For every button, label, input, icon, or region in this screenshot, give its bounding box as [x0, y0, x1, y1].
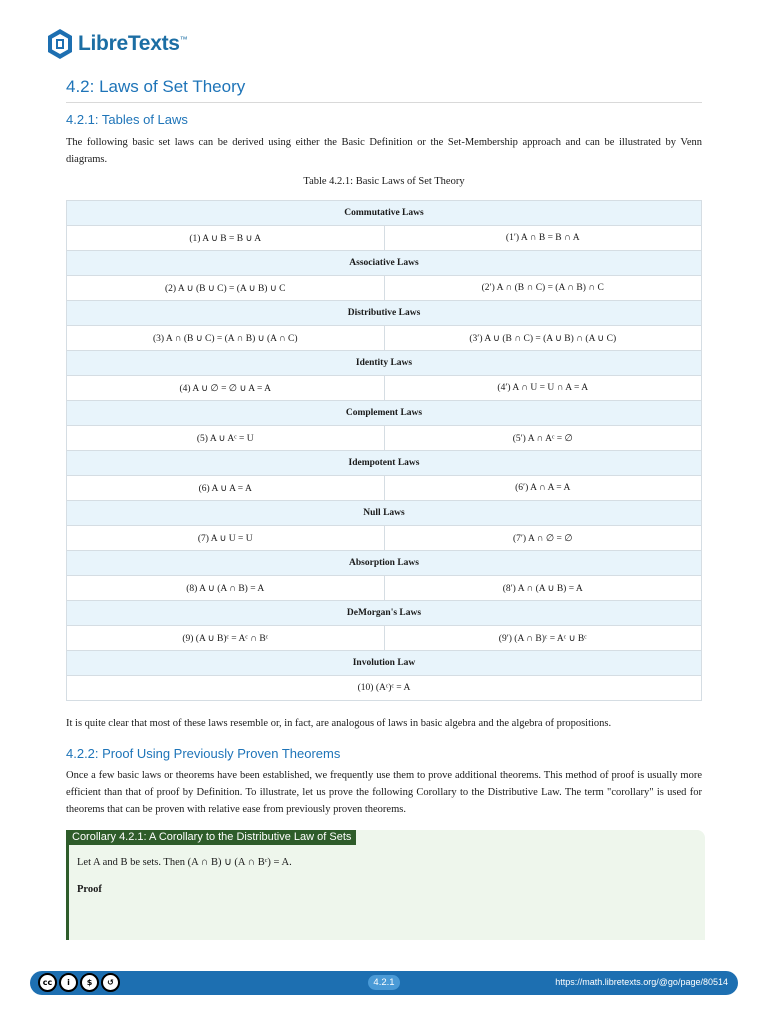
law-group-header — [67, 551, 702, 576]
proof-method-paragraph: Once a few basic laws or theorems have been established, we frequently use them to prove additional theorems. This method of proof is usually more efficient than that of proof by Definition. To illustrate, let us prove the following Corollary to the Distributive Law. The term "corollary" is used for theorems that can be proven with relative ease from previously proven theorems. — [66, 770, 702, 815]
law-group-header — [67, 501, 702, 526]
law-group-name: Commutative Laws — [67, 201, 702, 226]
corollary-statement: Let A and B be sets. Then (A ∩ B) ∪ (A ∩ Bᶜ) = A. — [77, 857, 292, 868]
law-right: (7′) A ∩ ∅ = ∅ — [384, 526, 702, 551]
table-row — [67, 626, 702, 651]
law-right: (6′) A ∩ A = A — [384, 476, 702, 501]
section-heading-tables-of-laws: 4.2.1: Tables of Laws — [66, 112, 188, 127]
law-group-header — [67, 601, 702, 626]
law-right: (3′) A ∪ (B ∩ C) = (A ∪ B) ∩ (A ∪ C) — [384, 326, 702, 351]
by-icon: i — [59, 973, 78, 992]
page-number: 4.2.1 — [368, 975, 400, 990]
nc-icon: $ — [80, 973, 99, 992]
table-row — [67, 576, 702, 601]
law-left: (7) A ∪ U = U — [67, 526, 385, 551]
law-left: (1) A ∪ B = B ∪ A — [67, 226, 385, 251]
law-group-name: Absorption Laws — [67, 551, 702, 576]
table-row — [67, 276, 702, 301]
table-row — [67, 476, 702, 501]
proof-label[interactable]: Proof — [77, 884, 102, 895]
page-title: 4.2: Laws of Set Theory — [66, 77, 246, 96]
license-badge[interactable] — [38, 973, 120, 992]
law-right: (4′) A ∩ U = U ∩ A = A — [384, 376, 702, 401]
after-table-paragraph: It is quite clear that most of these laws resemble or, in fact, are analogous of laws in basic algebra and the algebra of propositions. — [66, 718, 612, 729]
table-row — [67, 676, 702, 701]
law-right: (9′) (A ∩ B)ᶜ = Aᶜ ∪ Bᶜ — [384, 626, 702, 651]
law-right: (8′) A ∩ (A ∪ B) = A — [384, 576, 702, 601]
law-group-header — [67, 401, 702, 426]
law-left: (6) A ∪ A = A — [67, 476, 385, 501]
law-left: (9) (A ∪ B)ᶜ = Aᶜ ∩ Bᶜ — [67, 626, 385, 651]
page-footer — [30, 971, 738, 995]
law-left: (4) A ∪ ∅ = ∅ ∪ A = A — [67, 376, 385, 401]
corollary-title: Corollary 4.2.1: A Corollary to the Distributive Law of Sets — [68, 830, 356, 845]
law-right: (2′) A ∩ (B ∩ C) = (A ∩ B) ∩ C — [384, 276, 702, 301]
cc-icon: cc — [38, 973, 57, 992]
law-left: (5) A ∪ Aᶜ = U — [67, 426, 385, 451]
section-heading-proof: 4.2.2: Proof Using Previously Proven Theorems — [66, 746, 341, 761]
law-right: (5′) A ∩ Aᶜ = ∅ — [384, 426, 702, 451]
table-row — [67, 226, 702, 251]
law-group-header — [67, 651, 702, 676]
logo-wordmark: LibreTexts™ — [78, 32, 188, 55]
law-group-name: DeMorgan's Laws — [67, 601, 702, 626]
table-row — [67, 326, 702, 351]
law-group-name: Identity Laws — [67, 351, 702, 376]
law-group-name: Idempotent Laws — [67, 451, 702, 476]
law-group-name: Distributive Laws — [67, 301, 702, 326]
table-caption: Table 4.2.1: Basic Laws of Set Theory — [303, 176, 465, 187]
law-group-name: Associative Laws — [67, 251, 702, 276]
title-divider — [66, 102, 702, 103]
corollary-box — [66, 830, 705, 940]
law-left: (2) A ∪ (B ∪ C) = (A ∪ B) ∪ C — [67, 276, 385, 301]
sa-icon: ↺ — [101, 973, 120, 992]
law-group-header — [67, 451, 702, 476]
law-group-header — [67, 351, 702, 376]
law-group-header — [67, 251, 702, 276]
law-left: (8) A ∪ (A ∩ B) = A — [67, 576, 385, 601]
laws-table — [66, 200, 702, 701]
law-group-name: Null Laws — [67, 501, 702, 526]
law-group-header — [67, 301, 702, 326]
law-group-name: Complement Laws — [67, 401, 702, 426]
law-right: (1′) A ∩ B = B ∩ A — [384, 226, 702, 251]
table-row — [67, 426, 702, 451]
law-group-name: Involution Law — [67, 651, 702, 676]
libretexts-logo[interactable] — [46, 26, 187, 62]
page-url-link[interactable]: https://math.libretexts.org/@go/page/80514 — [555, 977, 728, 987]
law-involution: (10) (Aᶜ)ᶜ = A — [67, 676, 702, 701]
libretexts-logo-icon — [46, 28, 74, 60]
table-row — [67, 376, 702, 401]
law-left: (3) A ∩ (B ∪ C) = (A ∩ B) ∪ (A ∩ C) — [67, 326, 385, 351]
table-row — [67, 526, 702, 551]
law-group-header — [67, 201, 702, 226]
intro-paragraph: The following basic set laws can be derived using either the Basic Definition or the Set-Membership approach and can be illustrated by Venn diagrams. — [66, 137, 702, 165]
